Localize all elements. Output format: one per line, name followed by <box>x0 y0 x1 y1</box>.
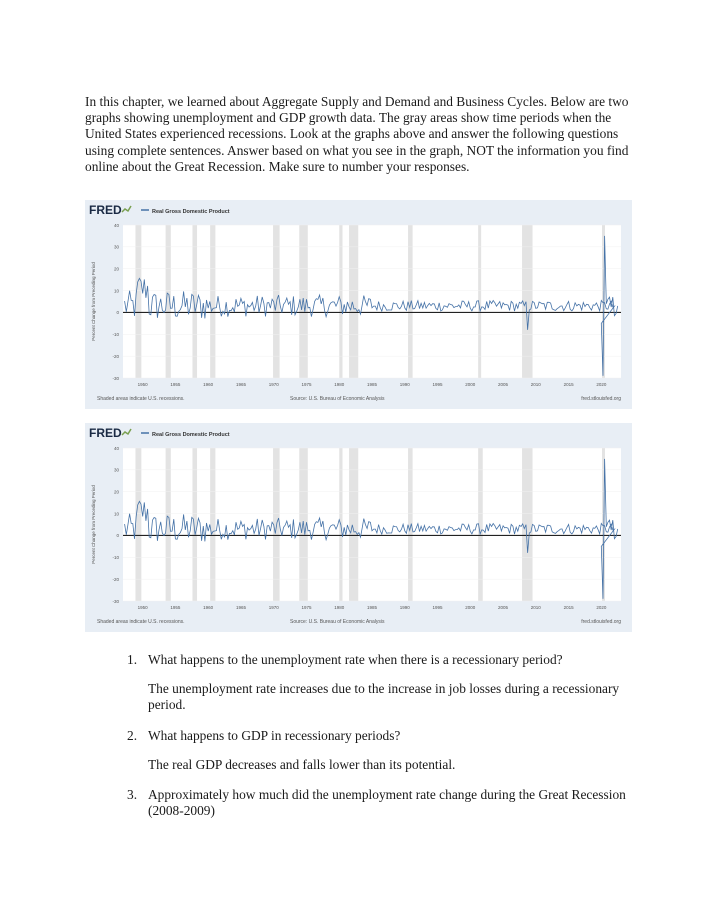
y-tick-label: 20 <box>113 266 119 272</box>
recession-band <box>192 448 197 601</box>
recession-band <box>408 448 413 601</box>
x-tick-label: 1960 <box>203 382 214 387</box>
x-tick-label: 2020 <box>596 382 607 387</box>
y-tick-label: -30 <box>112 598 119 604</box>
question-number: 2. <box>127 727 138 743</box>
recession-band <box>210 448 215 601</box>
x-tick-label: 1965 <box>235 382 246 387</box>
answer-1: The unemployment rate increases due to the increase in job losses during a recessionary period. <box>148 681 620 713</box>
legend-label: Real Gross Domestic Product <box>152 432 230 438</box>
question-1 <box>127 652 627 668</box>
chart-svg <box>85 423 632 632</box>
y-tick-label: 10 <box>113 288 119 294</box>
x-tick-label: 1955 <box>170 605 181 610</box>
x-tick-label: 2015 <box>563 605 574 610</box>
y-tick-label: 30 <box>113 467 119 473</box>
recession-band <box>192 225 197 378</box>
answer-2: The real GDP decreases and falls lower than its potential. <box>148 756 456 772</box>
question-3 <box>127 787 627 819</box>
source-note: Source: U.S. Bureau of Economic Analysis <box>290 619 385 625</box>
x-tick-label: 1980 <box>334 605 345 610</box>
recession-band <box>522 448 532 601</box>
x-tick-label: 1985 <box>366 605 378 610</box>
x-tick-label: 1970 <box>268 382 279 387</box>
recession-note: Shaded areas indicate U.S. recessions. <box>97 619 185 625</box>
x-tick-label: 2010 <box>530 605 541 610</box>
instructions-paragraph: In this chapter, we learned about Aggregate Supply and Demand and Business Cycles. Below are two graphs showing unemployment and GDP growth data. The gray areas show time periods when the United States experienced recessions. Look at the graphs above and answer the following questions using complete sentences. Answer based on what you see in the graph, NOT the information you find online about the Great Recession. Make sure to number your responses. <box>85 94 629 174</box>
fred-gdp-chart-1 <box>85 200 632 409</box>
x-tick-label: 1995 <box>432 605 443 610</box>
fred-logo: FRED <box>89 203 122 217</box>
source-url: fred.stlouisfed.org <box>581 396 621 402</box>
fred-logo-icon <box>122 429 131 435</box>
legend-label: Real Gross Domestic Product <box>152 209 230 215</box>
fred-logo-icon <box>122 206 131 212</box>
x-tick-label: 2020 <box>596 605 607 610</box>
y-tick-label: -20 <box>112 576 119 582</box>
x-tick-label: 1980 <box>334 382 345 387</box>
y-axis-label: Percent Change from Preceding Period <box>91 262 96 341</box>
y-tick-label: 10 <box>113 511 119 517</box>
question-text: What happens to the unemployment rate when there is a recessionary period? <box>148 652 563 667</box>
x-tick-label: 1985 <box>366 382 378 387</box>
recession-band <box>522 225 532 378</box>
x-tick-label: 1990 <box>399 382 410 387</box>
y-tick-label: 0 <box>116 533 119 539</box>
plot-area <box>123 225 621 378</box>
recession-note: Shaded areas indicate U.S. recessions. <box>97 396 185 402</box>
y-tick-label: -10 <box>112 332 119 338</box>
x-tick-label: 1950 <box>137 605 148 610</box>
fred-logo: FRED <box>89 426 122 440</box>
y-tick-label: 20 <box>113 489 119 495</box>
fred-gdp-chart-2 <box>85 423 632 632</box>
x-tick-label: 2010 <box>530 382 541 387</box>
question-number: 3. <box>127 787 138 803</box>
question-text: Approximately how much did the unemployment rate change during the Great Recession (2008-2009) <box>148 787 626 819</box>
x-tick-label: 1955 <box>170 382 181 387</box>
y-axis-label: Percent Change from Preceding Period <box>91 485 96 564</box>
source-note: Source: U.S. Bureau of Economic Analysis <box>290 396 385 402</box>
plot-area <box>123 448 621 601</box>
question-number: 1. <box>127 652 138 667</box>
x-tick-label: 2000 <box>465 605 476 610</box>
y-tick-label: 30 <box>113 244 119 250</box>
y-tick-label: 0 <box>116 310 119 316</box>
x-tick-label: 2000 <box>465 382 476 387</box>
source-url: fred.stlouisfed.org <box>581 619 621 625</box>
y-tick-label: 40 <box>113 222 119 228</box>
recession-band <box>135 448 141 601</box>
recession-band <box>210 225 215 378</box>
x-tick-label: 1950 <box>137 382 148 387</box>
x-tick-label: 1975 <box>301 382 312 387</box>
x-tick-label: 2015 <box>563 382 574 387</box>
chart-svg <box>85 200 632 409</box>
x-tick-label: 1970 <box>268 605 279 610</box>
x-tick-label: 1965 <box>235 605 246 610</box>
x-tick-label: 2005 <box>498 382 509 387</box>
x-tick-label: 1975 <box>301 605 312 610</box>
recession-band <box>135 225 141 378</box>
question-text: What happens to GDP in recessionary periods? <box>148 727 401 743</box>
y-tick-label: -10 <box>112 555 119 561</box>
question-list <box>127 652 627 819</box>
y-tick-label: 40 <box>113 445 119 451</box>
recession-band <box>349 225 358 378</box>
x-tick-label: 2005 <box>498 605 509 610</box>
question-2 <box>127 728 627 744</box>
y-tick-label: -30 <box>112 375 119 381</box>
x-tick-label: 1995 <box>432 382 443 387</box>
recession-band <box>408 225 413 378</box>
y-tick-label: -20 <box>112 353 119 359</box>
x-tick-label: 1990 <box>399 605 410 610</box>
x-tick-label: 1960 <box>203 605 214 610</box>
recession-band <box>349 448 358 601</box>
